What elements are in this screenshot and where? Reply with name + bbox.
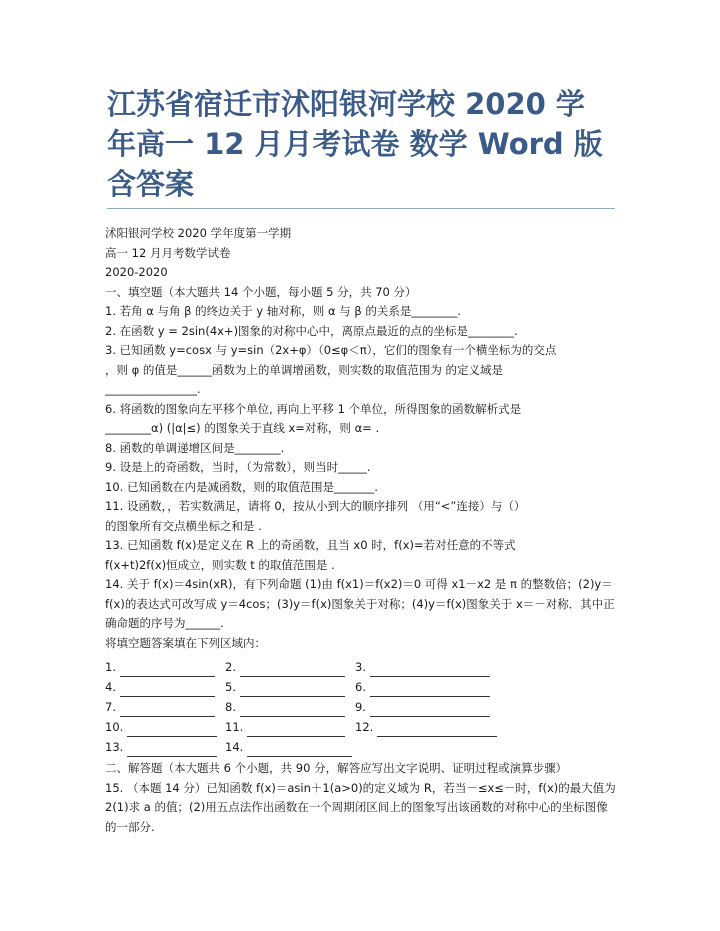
answer-row xyxy=(105,677,617,697)
question-9: 9. 设是上的奇函数，当时，（为常数），则当时_____. xyxy=(105,460,371,474)
answer-blank[interactable] xyxy=(120,684,215,697)
answer-label: 5. xyxy=(225,679,236,694)
answer-blank[interactable] xyxy=(370,664,490,677)
answer-label: 10. xyxy=(105,719,124,734)
answer-row xyxy=(105,717,617,737)
answer-blank[interactable] xyxy=(240,684,345,697)
answer-label: 11. xyxy=(225,719,244,734)
question-6: 6. 将函数的图象向左平移个单位, 再向上平移 1 个单位，所得图象的函数解析式是 xyxy=(105,401,522,416)
answer-label: 3. xyxy=(355,659,366,674)
question-3: 3. 已知函数 y=cosx 与 y=sin（2x+φ）（0≤φ＜π），它们的图象有一个横坐标为的交点 xyxy=(105,343,557,357)
title-divider xyxy=(107,208,615,209)
question-13: 13. 已知函数 f(x)是定义在 R 上的奇函数，且当 x0 时，f(x)=若对任意的不等式 xyxy=(105,538,516,552)
question-12: 的图象所有交点横坐标之和是 . xyxy=(105,518,262,533)
document-title: 江苏省宿迁市沭阳银河学校 2020 学年高一 12 月月考试卷 数学 Word 版含答案 xyxy=(107,87,603,201)
question-13-cont: f(x+t)2f(x)恒成立，则实数 t 的取值范围是 . xyxy=(105,557,335,572)
school-line: 沭阳银河学校 2020 学年度第一学期 xyxy=(105,226,292,240)
question-8: 8. 函数的单调递增区间是________. xyxy=(105,440,285,455)
answer-label: 13. xyxy=(105,739,124,754)
answer-blank[interactable] xyxy=(370,704,490,717)
answer-label: 12. xyxy=(355,719,374,734)
answer-label: 6. xyxy=(355,679,366,694)
question-2: 2. 在函数 y = 2sin(4x+)图象的对称中心中，离原点最近的点的坐标是________. xyxy=(105,323,518,338)
answer-blank[interactable] xyxy=(377,724,497,737)
answer-blank[interactable] xyxy=(247,744,352,757)
answer-grid xyxy=(105,657,617,757)
answer-label: 2. xyxy=(225,659,236,674)
answer-blank[interactable] xyxy=(247,724,345,737)
answer-blank[interactable] xyxy=(120,664,215,677)
answer-label: 1. xyxy=(105,659,116,674)
answer-label: 7. xyxy=(105,699,116,714)
exam-line: 高一 12 月月考数学试卷 xyxy=(105,245,231,260)
year-line: 2020-2020 xyxy=(105,265,168,279)
answer-blank[interactable] xyxy=(127,744,217,757)
answer-row xyxy=(105,737,617,757)
question-3-cont: ，则 φ 的值是______函数为上的单调增函数，则实数的取值范围为 的定义域是 xyxy=(105,362,504,377)
answer-row xyxy=(105,697,617,717)
question-1: 1. 若角 α 与角 β 的终边关于 y 轴对称，则 α 与 β 的关系是________. xyxy=(105,304,461,318)
section2-title: 二、解答题（本大题共 6 个小题，共 90 分，解答应写出文字说明、证明过程或演算步骤） xyxy=(105,761,568,775)
answer-label: 14. xyxy=(225,739,244,754)
answer-label: 4. xyxy=(105,679,116,694)
answer-blank[interactable] xyxy=(370,684,490,697)
answer-instruction: 将填空题答案填在下列区域内： xyxy=(105,635,266,650)
answer-blank[interactable] xyxy=(240,664,345,677)
answer-row xyxy=(105,657,617,677)
document-body xyxy=(105,224,617,837)
answer-label: 8. xyxy=(225,699,236,714)
section1-title: 一、填空题（本大题共 14 个小题，每小题 5 分，共 70 分） xyxy=(105,284,417,299)
question-14: 14. 关于 f(x)＝4sin(xR)，有下列命题 (1)由 f(x1)＝f(x2)＝0 可得 x1－x2 是 π 的整数倍；(2)y＝f(x)的表达式可改写成 y＝4cos；(3)y＝f(x)图象关于对称；(4)y＝f(x)图象关于 x＝－对称．其中正确命题的序号为______. xyxy=(105,577,615,630)
answer-blank[interactable] xyxy=(127,724,217,737)
question-15: 15. （本题 14 分）已知函数 f(x)＝asin＋1(a>0)的定义域为 R，若当－≤x≤－时，f(x)的最大值为 2(1)求 a 的值；(2)用五点法作出函数在一个周期闭区间上的图象写出该函数的对称中心的坐标图像的一部分. xyxy=(105,780,616,834)
answer-blank[interactable] xyxy=(240,704,345,717)
question-11: 11. 设函数，，若实数满足，请将 0，按从小到大的顺序排列 （用“<”连接）与（） xyxy=(105,499,526,513)
question-10: 10. 已知函数在内是减函数，则的取值范围是_______. xyxy=(105,479,378,494)
answer-blank[interactable] xyxy=(120,704,215,717)
question-7: ________α) (|α|≤) 的图象关于直线 x=对称，则 α= . xyxy=(105,421,380,435)
question-5-blank: ________________. xyxy=(105,382,201,396)
answer-label: 9. xyxy=(355,699,366,714)
